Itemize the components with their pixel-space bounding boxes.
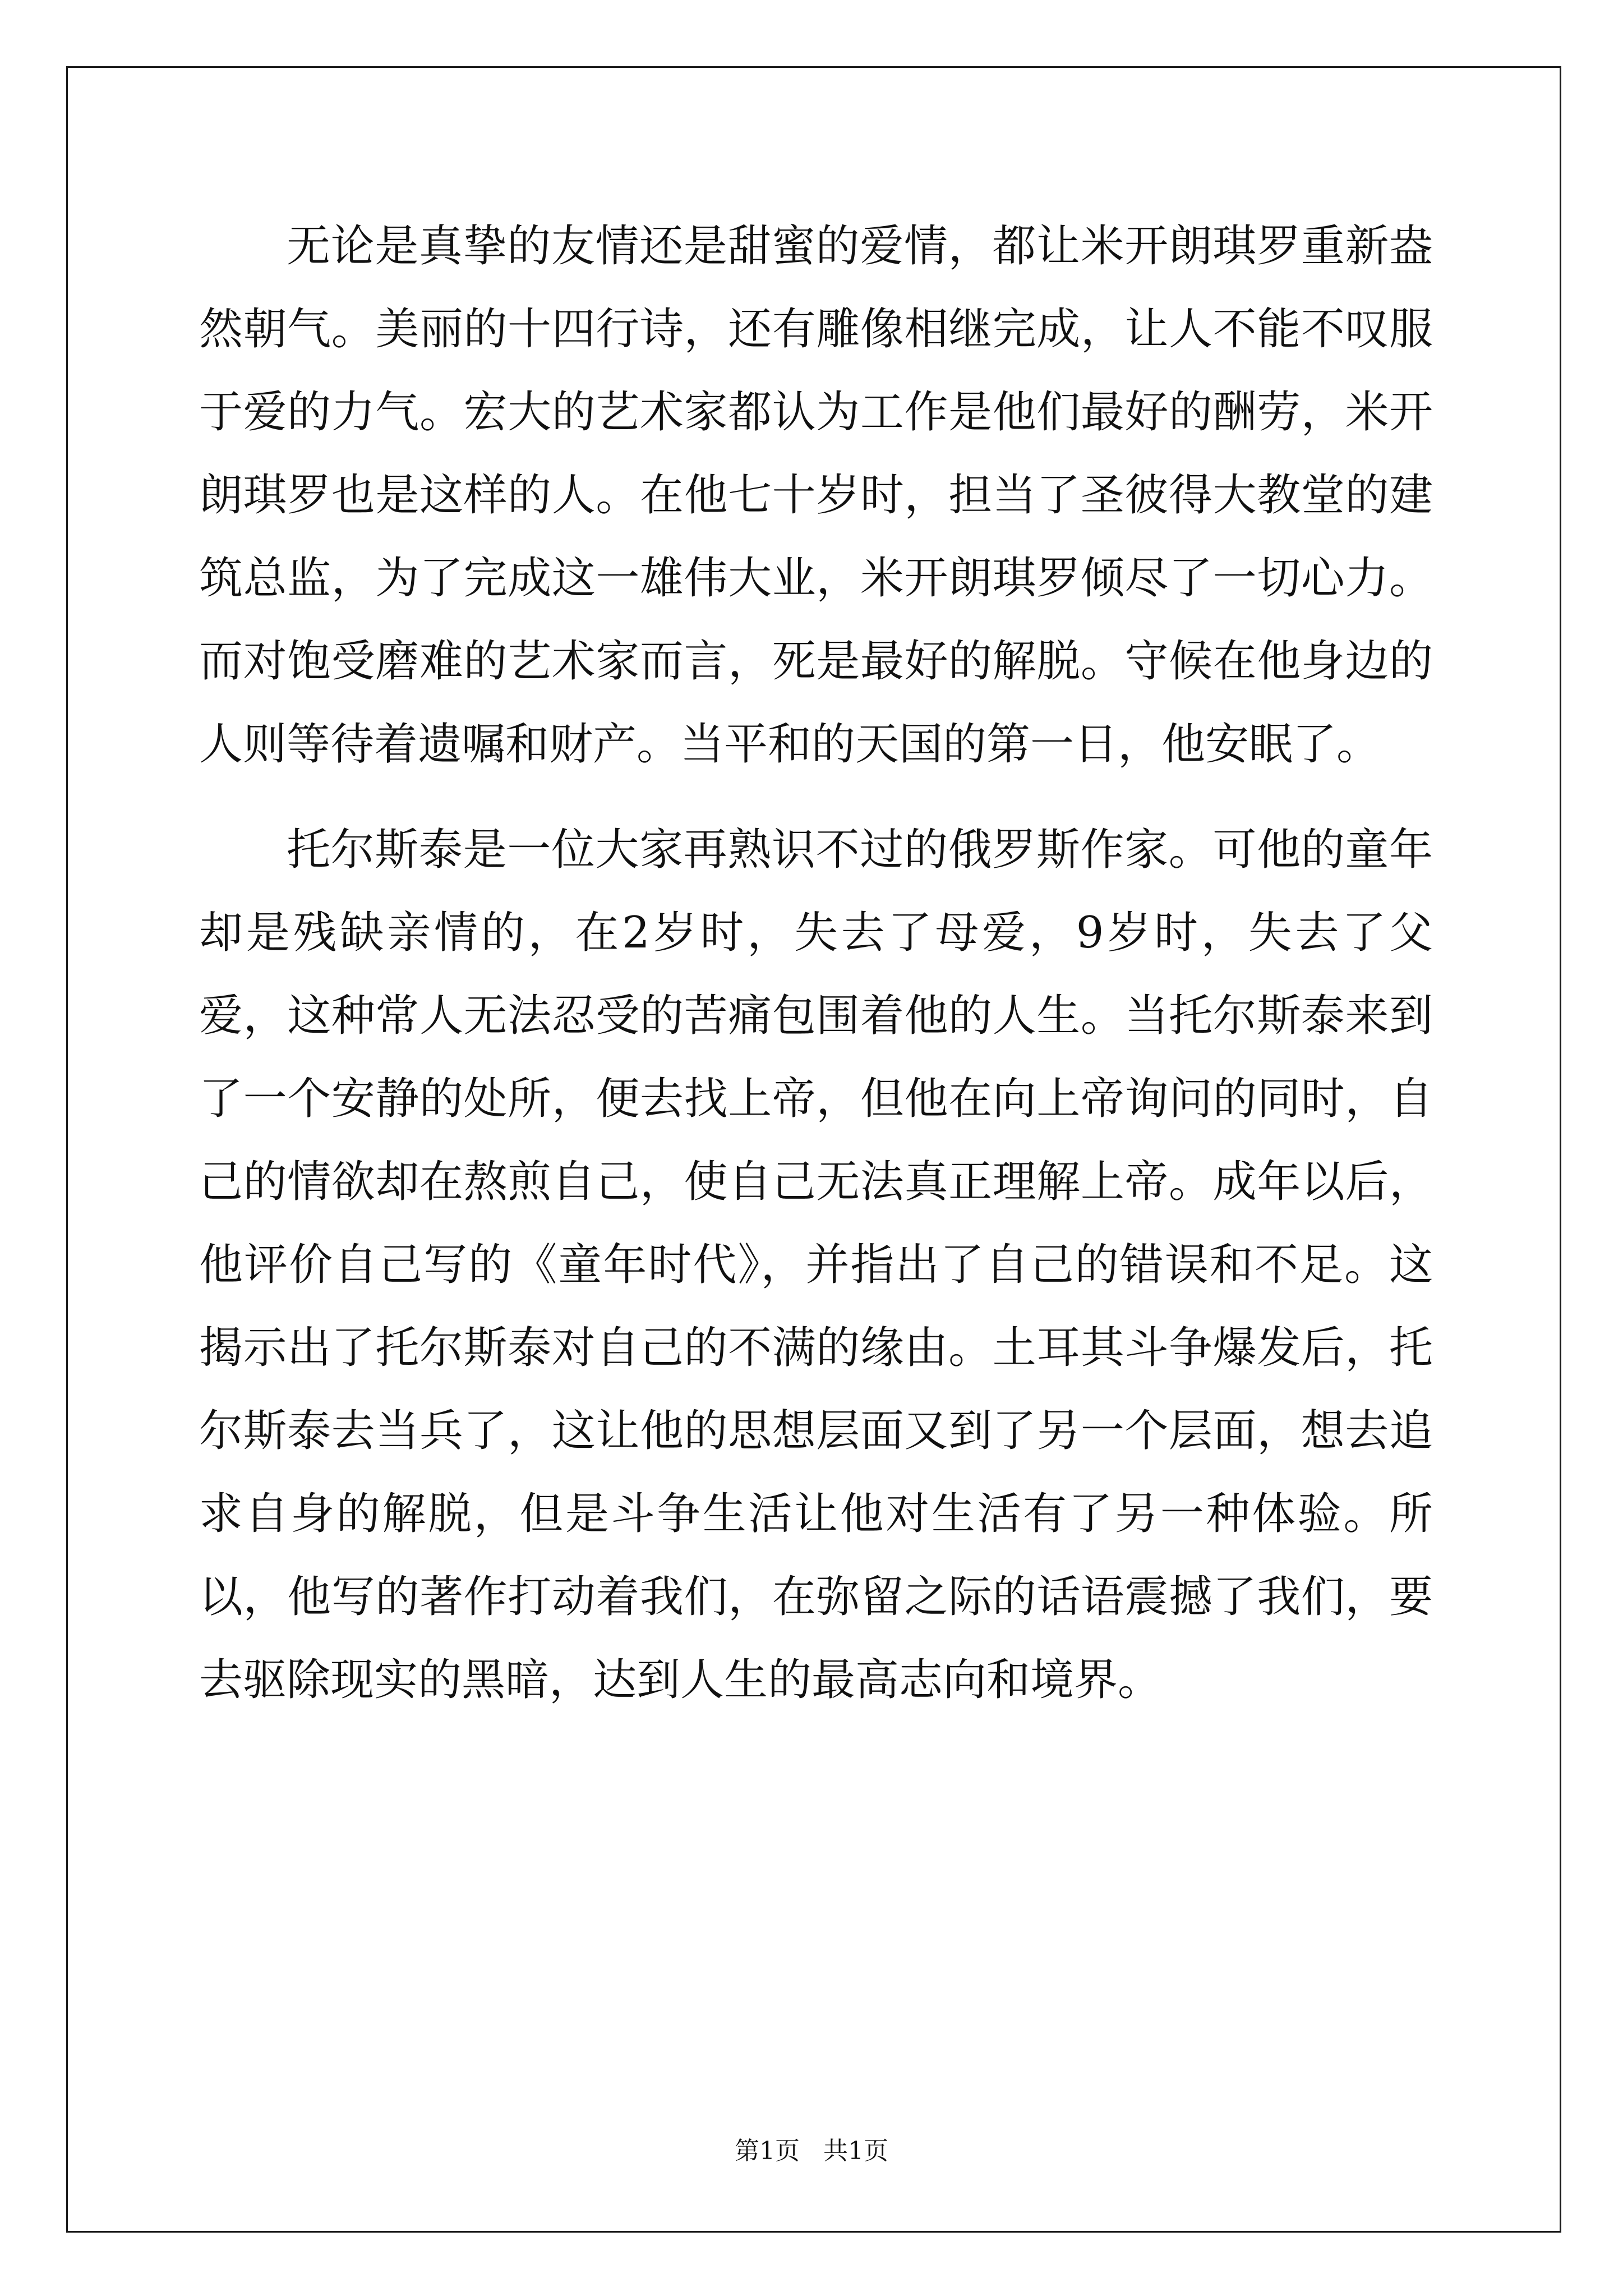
paragraph-tolstoy: 托尔斯泰是一位大家再熟识不过的俄罗斯作家。可他的童年却是残缺亲情的，在2岁时，失去了母爱，9岁时，失去了父爱，这种常人无法忍受的苦痛包围着他的人生。当托尔斯泰来到了一个安静的处所，便去找上帝，但他在向上帝询问的同时，自己的情欲却在熬煎自己，使自己无法真正理解上帝。成年以后，他评价自己写的《童年时代》，并指出了自己的错误和不足。这揭示出了托尔斯泰对自己的不满的缘由。土耳其斗争爆发后，托尔斯泰去当兵了，这让他的思想层面又到了另一个层面，想去追求自身的解脱，但是斗争生活让他对生活有了另一种体验。所以，他写的著作打动着我们，在弥留之际的话语震撼了我们，要去驱除现实的黑暗，达到人生的最高志向和境界。 [199, 825, 1433, 1705]
paragraph-michelangelo: 无论是真挚的友情还是甜蜜的爱情，都让米开朗琪罗重新盎然朝气。美丽的十四行诗，还有雕像相继完成，让人不能不叹服于爱的力气。宏大的艺术家都认为工作是他们最好的酬劳，米开朗琪罗也是这样的人。在他七十岁时，担当了圣彼得大教堂的建筑总监，为了完成这一雄伟大业，米开朗琪罗倾尽了一切心力。而对饱受磨难的艺术家而言，死是最好的解脱。守候在他身边的人则等待着遗嘱和财产。当平和的天国的第一日，他安眠了。 [199, 221, 1433, 770]
page-number-footer: 第1页 共1页 [735, 2137, 888, 2165]
document-body [199, 205, 1433, 1722]
